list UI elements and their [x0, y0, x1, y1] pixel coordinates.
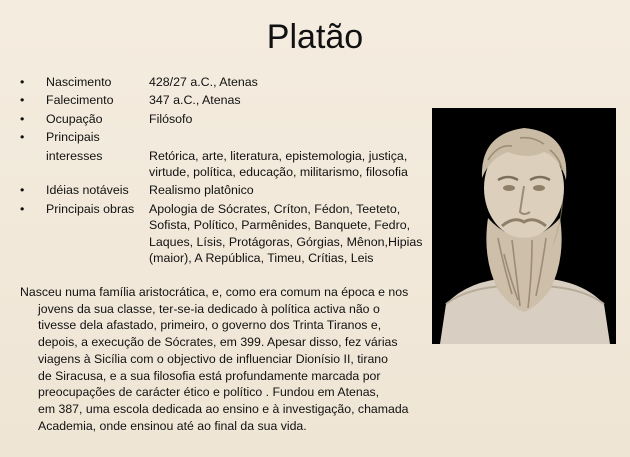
fact-label: Idéias notáveis	[46, 183, 129, 198]
slide-title: Platão	[266, 18, 364, 56]
fact-value: Filósofo	[149, 111, 193, 126]
facts-list	[18, 74, 428, 268]
fact-value: Retórica, arte, literatura, epistemologia, justiça, virtude, política, educação, militarismo, filosofia	[149, 148, 408, 180]
plato-bust-image	[432, 108, 616, 344]
fact-row	[18, 148, 428, 181]
fact-value: Realismo platônico	[149, 183, 254, 198]
bullet: •	[20, 183, 25, 198]
fact-row	[18, 92, 428, 108]
bullet: •	[20, 130, 25, 145]
bullet-empty	[18, 148, 46, 181]
fact-row	[18, 111, 428, 127]
fact-row	[18, 182, 428, 198]
fact-row	[18, 201, 428, 267]
fact-value: 428/27 a.C., Atenas	[149, 75, 258, 89]
bullet: •	[20, 111, 25, 126]
fact-label: Nascimento	[46, 75, 112, 89]
bust-illustration	[432, 108, 616, 344]
fact-value: Apologia de Sócrates, Críton, Fédon, Teeteto, Sofista, Político, Parmênides, Banquete, Fedro, Laques, Lísis, Protágoras, Górgias, Mênon,Hipias (maior), A República, Timeu, Crítias, Leis	[149, 201, 423, 266]
fact-label: Principais	[46, 130, 100, 145]
bullet: •	[20, 201, 25, 216]
bullet: •	[20, 93, 25, 108]
biography-paragraph: Nasceu numa família aristocrática, e, como era comum na época e nos jovens da sua classe, ter-se-ia dedicado à política activa não o tivesse dela afastado, primeiro, o governo dos Trinta Tiranos e, depois, a execução de Sócrates, em 399. Apesar disso, fez várias viagens à Sicília com o objectivo de influenciar Dionísio II, tirano de Siracusa, e a sua filosofia está profundamente marcada por preocupações de carácter ético e político . Fundou em Atenas, em 387, uma escola dedicada ao ensino e à investigação, chamada Academia, onde ensinou até ao final da sua vida.	[20, 285, 409, 433]
fact-label: interesses	[46, 148, 103, 163]
fact-label: Falecimento	[46, 93, 114, 108]
fact-label: Principais obras	[46, 201, 135, 216]
bullet: •	[20, 75, 25, 89]
fact-row	[18, 129, 428, 145]
fact-value: 347 a.C., Atenas	[149, 93, 241, 108]
fact-row	[18, 74, 428, 90]
fact-label: Ocupação	[46, 111, 103, 126]
fact-value	[149, 129, 428, 145]
